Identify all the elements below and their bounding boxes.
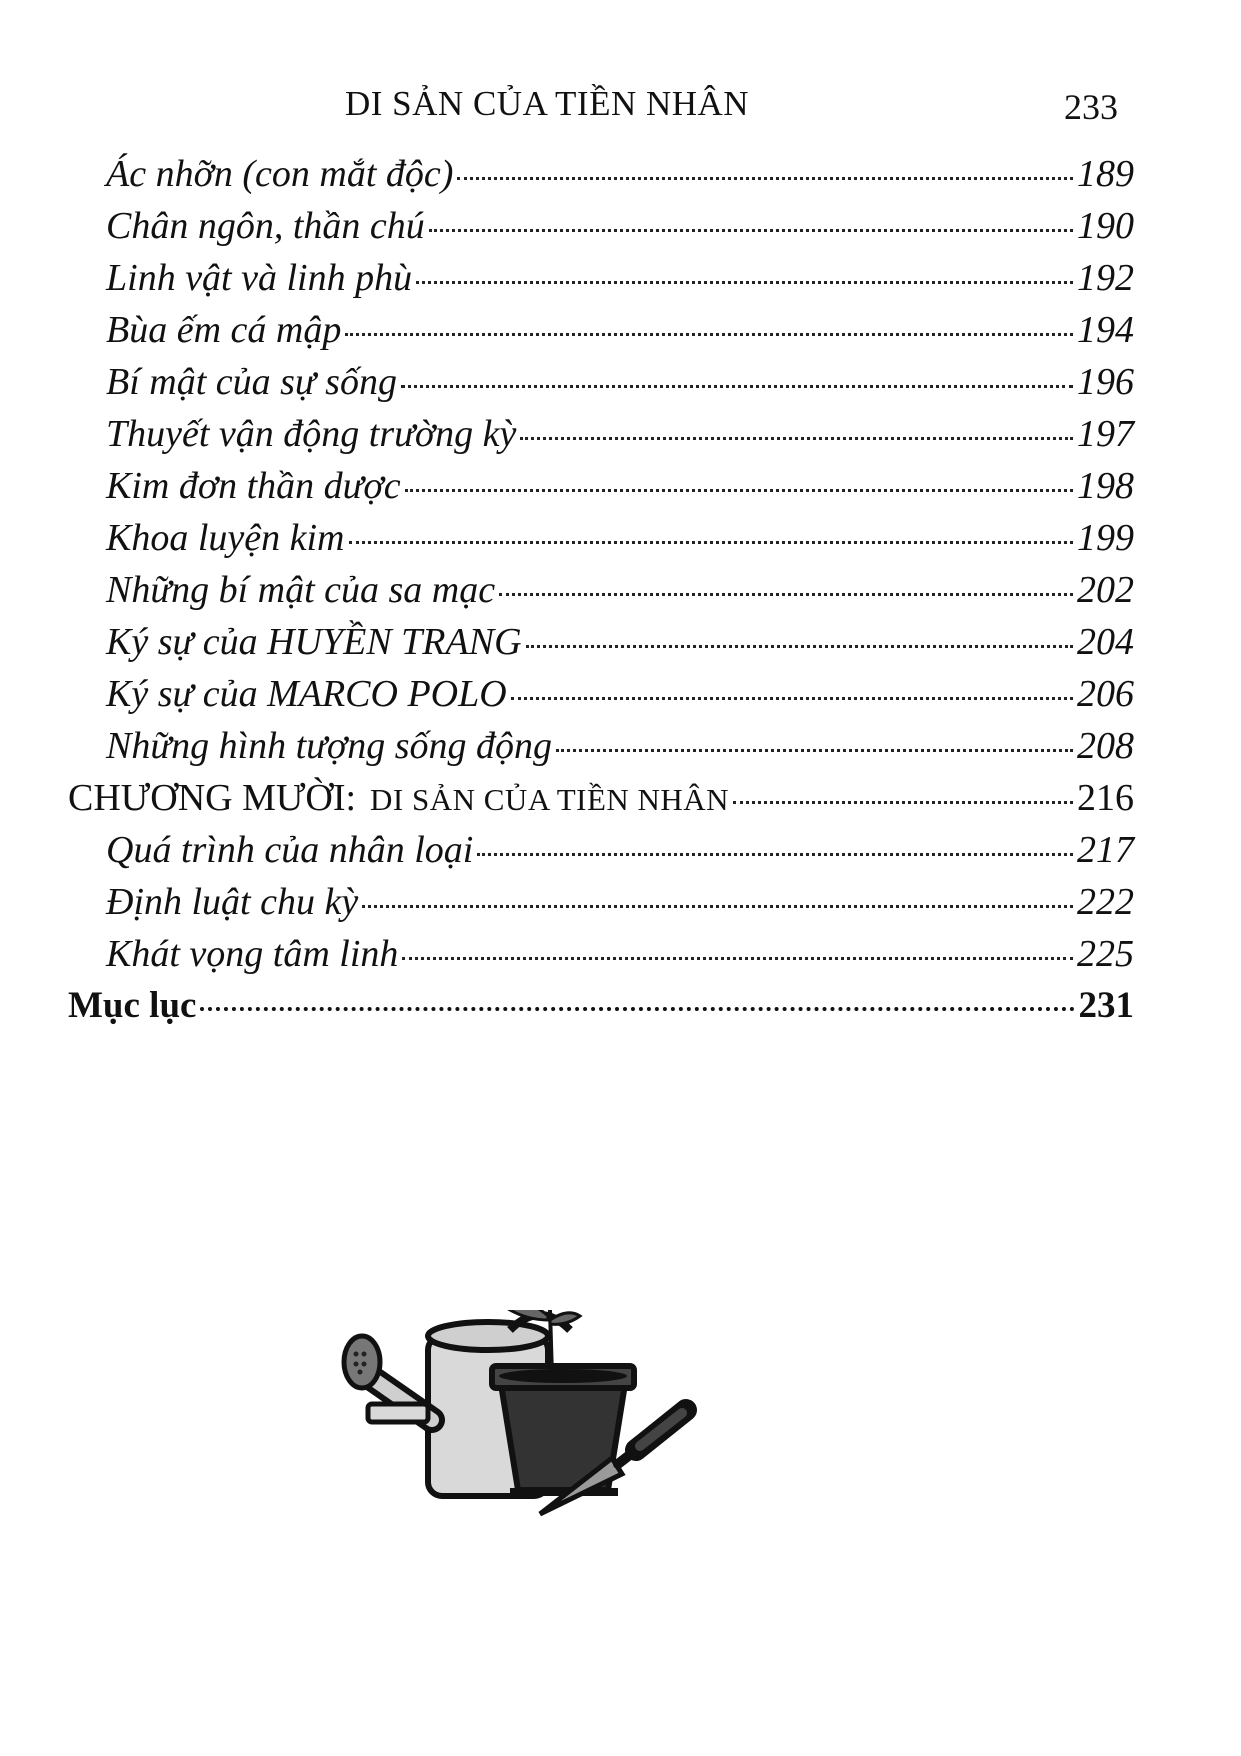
toc-entry-label: Ký sự của MARCO POLO bbox=[106, 673, 507, 715]
toc-entry-label: Những bí mật của sa mạc bbox=[106, 569, 496, 611]
toc-entry-label: Khoa luyện kim bbox=[106, 517, 345, 559]
dot-leader bbox=[345, 333, 1073, 336]
dot-leader bbox=[416, 281, 1073, 284]
toc-entry bbox=[106, 360, 1134, 412]
toc-entry bbox=[106, 152, 1134, 204]
toc-entry bbox=[106, 620, 1134, 672]
toc-entry-label: Bùa ếm cá mập bbox=[106, 309, 342, 351]
toc-entry-page: 189 bbox=[1077, 153, 1134, 195]
toc-entry-label: Kim đơn thần dược bbox=[106, 465, 401, 507]
dot-leader bbox=[499, 593, 1073, 596]
running-title: DI SẢN CỦA TIỀN NHÂN bbox=[345, 84, 750, 123]
dot-leader bbox=[511, 697, 1073, 700]
page-number: 233 bbox=[1064, 87, 1118, 127]
dot-leader bbox=[401, 385, 1073, 388]
toc-entry bbox=[106, 672, 1134, 724]
dot-leader bbox=[477, 853, 1073, 856]
index-page: 231 bbox=[1078, 985, 1134, 1026]
gardening-illustration bbox=[340, 1310, 750, 1530]
dot-leader bbox=[457, 177, 1073, 180]
toc-entry bbox=[106, 204, 1134, 256]
dot-leader bbox=[733, 801, 1073, 804]
toc-entry bbox=[106, 932, 1134, 984]
toc-entry bbox=[106, 308, 1134, 360]
toc-entry-label: Định luật chu kỳ bbox=[106, 881, 359, 923]
dot-leader bbox=[402, 957, 1073, 960]
toc-chapter-heading bbox=[68, 776, 1134, 828]
toc-entry-page: 196 bbox=[1077, 361, 1134, 403]
index-label: Mục lục bbox=[68, 985, 197, 1026]
toc-entry-label: Linh vật và linh phù bbox=[106, 257, 413, 299]
toc-entry-label: Ác nhỡn (con mắt độc) bbox=[106, 153, 454, 195]
dot-leader bbox=[349, 541, 1073, 544]
toc-entry-page: 192 bbox=[1077, 257, 1134, 299]
toc-entry-page: 190 bbox=[1077, 205, 1134, 247]
toc-entry-page: 197 bbox=[1077, 413, 1134, 455]
toc-entry bbox=[106, 464, 1134, 516]
toc-entry-page: 217 bbox=[1077, 829, 1134, 871]
toc-entry-page: 222 bbox=[1077, 881, 1134, 923]
toc-entry bbox=[106, 256, 1134, 308]
toc-index-entry bbox=[68, 984, 1134, 1036]
toc-entry-page: 202 bbox=[1077, 569, 1134, 611]
chapter-title: DI SẢN CỦA TIỀN NHÂN bbox=[370, 782, 730, 817]
chapter-prefix: CHƯƠNG MƯỜI: bbox=[68, 777, 357, 819]
toc-entry-label: Quá trình của nhân loại bbox=[106, 829, 474, 871]
dot-leader bbox=[556, 749, 1073, 752]
toc-entry bbox=[106, 724, 1134, 776]
toc-entry-page: 194 bbox=[1077, 309, 1134, 351]
toc-entry bbox=[106, 568, 1134, 620]
dot-leader bbox=[362, 905, 1073, 908]
toc-entry-label: Bí mật của sự sống bbox=[106, 361, 397, 403]
dot-leader bbox=[405, 489, 1073, 492]
toc-entry-label: Thuyết vận động trường kỳ bbox=[106, 413, 517, 455]
dot-leader bbox=[200, 1007, 1074, 1011]
running-header bbox=[0, 80, 1241, 130]
toc-entry-page: 208 bbox=[1077, 725, 1134, 767]
dot-leader bbox=[520, 437, 1073, 440]
toc-entry bbox=[106, 828, 1134, 880]
dot-leader bbox=[526, 645, 1073, 648]
toc-entry-page: 204 bbox=[1077, 621, 1134, 663]
toc-entry-page: 198 bbox=[1077, 465, 1134, 507]
toc-entry bbox=[106, 412, 1134, 464]
toc-entry-page: 199 bbox=[1077, 517, 1134, 559]
toc-entry-label: Những hình tượng sống động bbox=[106, 725, 552, 767]
toc-entry bbox=[106, 880, 1134, 932]
chapter-page: 216 bbox=[1077, 777, 1134, 819]
dot-leader bbox=[429, 229, 1073, 232]
toc-entry-label: Khát vọng tâm linh bbox=[106, 933, 399, 975]
toc-entry-page: 225 bbox=[1077, 933, 1134, 975]
toc-entry bbox=[106, 516, 1134, 568]
toc-entry-label: Ký sự của HUYỀN TRANG bbox=[106, 621, 522, 663]
toc-entry-page: 206 bbox=[1077, 673, 1134, 715]
toc-entry-label: Chân ngôn, thần chú bbox=[106, 205, 425, 247]
